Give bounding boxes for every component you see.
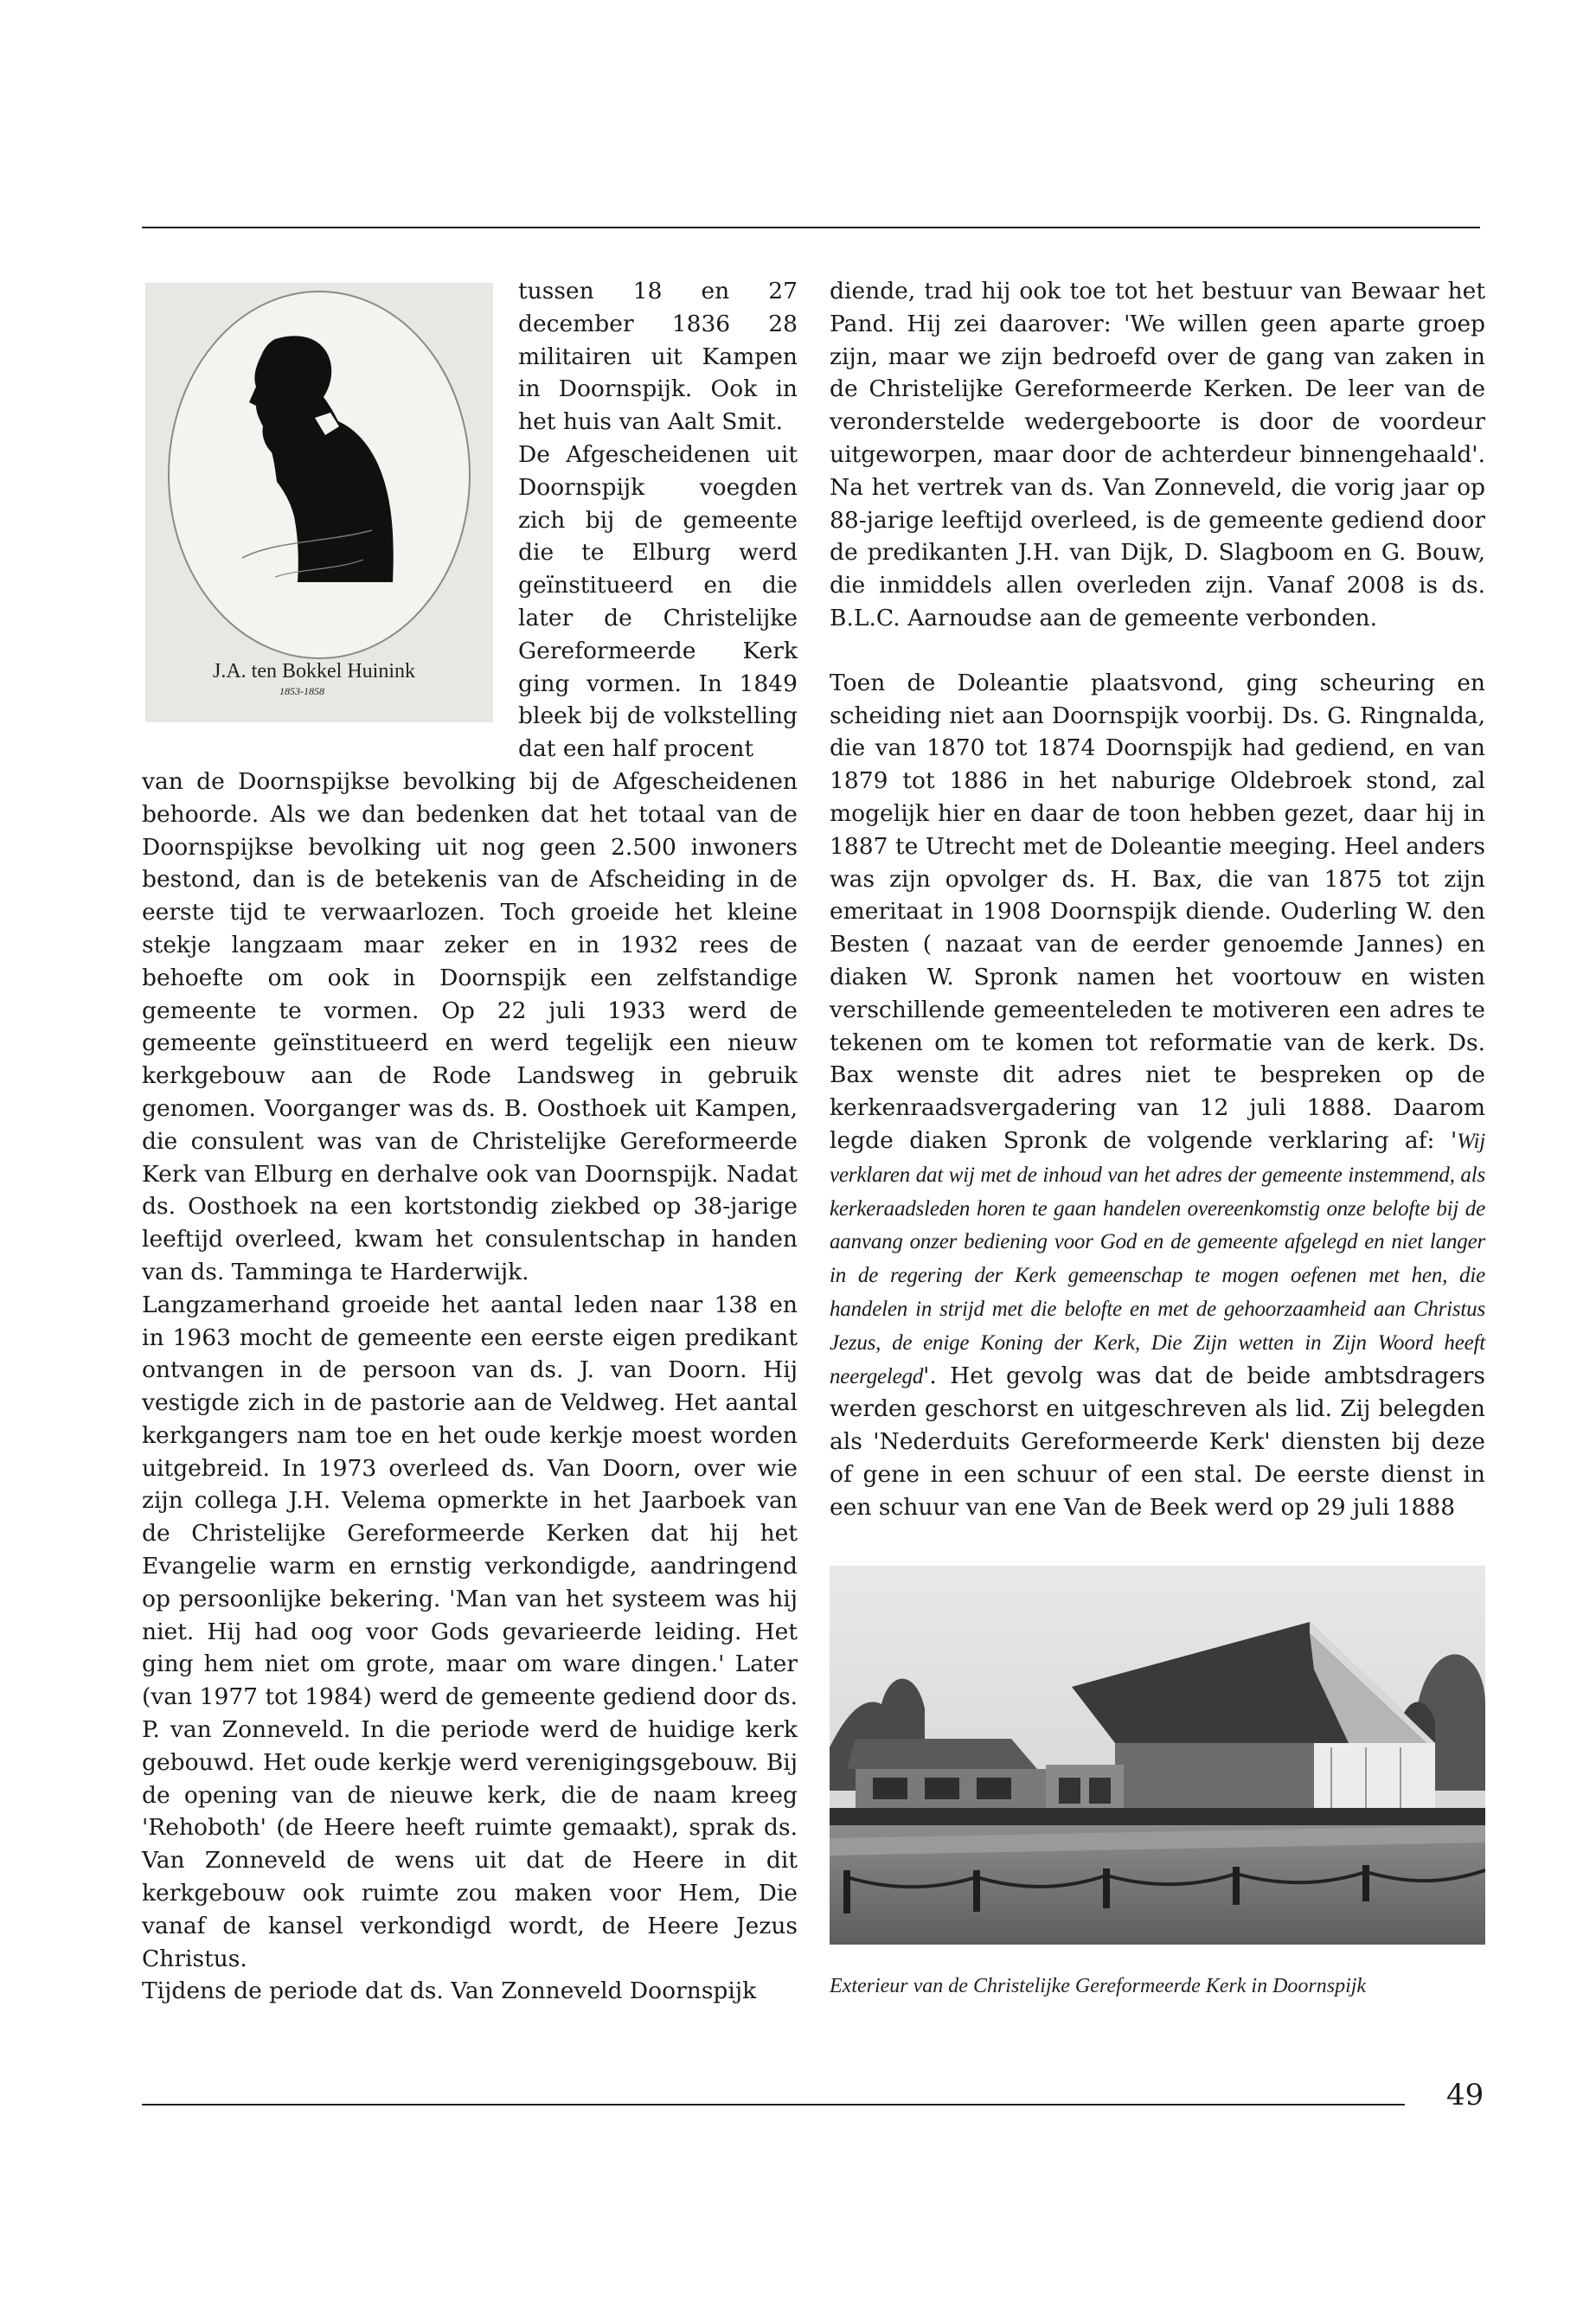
- declaration-quote: Wij verklaren dat wij met de inhoud van het adres der gemeente instemmend, als kerkeraadsleden horen te gaan handelen overeenkomstig onze belofte bij de aanvang onzer bediening voor God en de gemeente afgelegd en niet langer in de regering der Kerk gemeenschap te mogen oefenen met hen, die handelen in strijd met die belofte en met de gehoorzaamheid aan Christus Jezus, de enige Koning der Kerk, Die Zijn wetten in Zijn Woord heeft neergelegd: [830, 1129, 1485, 1388]
- left-column: [142, 275, 798, 2008]
- paragraph-2-start: Toen de Doleantie plaatsvond, ging scheuring en scheiding niet aan Doornspijk voorbij. Ds. G. Ringnalda, die van 1870 tot 1874 Doornspijk had gediend, en van 1879 tot 1886 in het naburige Oldebroek stond, zal mogelijk hier en daar de toon hebben gezet, daar hij in 1887 te Utrecht met de Doleantie meeging. Heel anders was zijn opvolger ds. H. Bax, die van 1875 tot zijn emeritaat in 1908 Doornspijk diende. Ouderling W. den Besten ( nazaat van de eerder genoemde Jannes) en diaken W. Spronk namen het voortouw en wisten verschillende gemeenteleden te motiveren een adres te tekenen om te komen tot reformatie van de kerk. Ds. Bax wenste dit adres niet te bespreken op de kerkenraadsvergadering van 12 juli 1888. Daarom legde diaken Spronk de volgende verklaring af: ': [830, 669, 1485, 1154]
- bottom-rule: [142, 2104, 1405, 2106]
- right-column: [830, 275, 1485, 1523]
- portrait-name: J.A. ten Bokkel Huinink: [213, 660, 415, 683]
- left-paragraph-1: tussen 18 en 27 december 1836 28 militairen uit Kampen in Doornspijk. Ook in het huis van Aalt Smit.: [518, 278, 798, 436]
- left-paragraph-4: Tijdens de periode dat ds. Van Zonneveld Doornspijk: [142, 1977, 757, 2005]
- portrait-years: 1853-1858: [279, 685, 324, 697]
- photo-caption: Exterieur van de Christelijke Gereformeerde Kerk in Doornspijk: [830, 1975, 1367, 1997]
- left-paragraph-2: De Afgescheidenen uit Doornspijk voegden zich bij de gemeente die te Elburg werd geïnstitueerd en die later de Christelijke Gereformeerde Kerk ging vormen. In 1849 bleek bij de volkstelling dat een half procent: [518, 440, 798, 763]
- church-exterior-photo: [830, 1566, 1485, 1945]
- left-paragraph-3: Langzamerhand groeide het aantal leden naar 138 en in 1963 mocht de gemeente een eerste eigen predikant ontvangen in de persoon van ds. J. van Doorn. Hij vestigde zich in de pastorie aan de Veldweg. Het aantal kerkgangers nam toe en het oude kerkje moest worden uitgebreid. In 1973 overleed ds. Van Doorn, over wie zijn collega J.H. Velema opmerkte in het Jaarboek van de Christelijke Gereformeerde Kerken dat hij het Evangelie warm en ernstig verkondigde, aandringend op persoonlijke bekering. 'Man van het systeem was hij niet. Hij had oog voor Gods gevarieerde leiding. Het ging hem niet om grote, maar om ware dingen.' Later (van 1977 tot 1984) werd de gemeente gediend door ds. P. van Zonneveld. In die periode werd de huidige kerk gebouwd. Het oude kerkje werd verenigingsgebouw. Bij de opening van de nieuwe kerk, die de naam kreeg 'Rehoboth' (de Heere heeft ruimte gemaakt), sprak ds. Van Zonneveld de wens uit dat de Heere in dit kerkgebouw ook ruimte zou maken voor Hem, Die vanaf de kansel verkondigd wordt, de Heere Jezus Christus.: [142, 1291, 798, 1972]
- right-paragraph-2: [830, 667, 1485, 1524]
- top-rule: [142, 227, 1480, 228]
- left-paragraph-2-continued: van de Doornspijkse bevolking bij de Afgescheidenen behoorde. Als we dan bedenken dat het totaal van de Doornspijkse bevolking uit nog geen 2.500 inwoners bestond, dan is de betekenis van de Afscheiding in de eerste tijd te verwaarlozen. Toch groeide het kleine stekje langzaam maar zeker en in 1932 rees de behoefte om ook in Doornspijk een zelfstandige gemeente te vormen. Op 22 juli 1933 werd de gemeente geïnstitueerd en werd tegelijk een nieuw kerkgebouw aan de Rode Landsweg in gebruik genomen. Voorganger was ds. B. Oosthoek uit Kampen, die consulent was van de Christelijke Gereformeerde Kerk van Elburg en derhalve ook van Doornspijk. Nadat ds. Oosthoek na een kortstondig ziekbed op 38-jarige leeftijd overleed, kwam het consulentschap in handen van ds. Tamminga te Harderwijk.: [142, 767, 798, 1285]
- page-number: 49: [1446, 2078, 1484, 2112]
- right-paragraph-1: diende, trad hij ook toe tot het bestuur van Bewaar het Pand. Hij zei daarover: 'We willen geen aparte groep zijn, maar we zijn bedroefd over de gang van zaken in de Christelijke Gereformeerde Kerken. De leer van de veronderstelde wedergeboorte is door de voordeur uitgeworpen, maar door de achterdeur binnengehaald'. Na het vertrek van ds. Van Zonneveld, die vorig jaar op 88-jarige leeftijd overleed, is de gemeente gediend door de predikanten J.H. van Dijk, D. Slagboom en G. Bouw, die inmiddels allen overleden zijn. Vanaf 2008 is ds. B.L.C. Aarnoudse aan de gemeente verbonden.: [830, 278, 1485, 631]
- paragraph-2-end: '. Het gevolg was dat de beide ambtsdragers werden geschorst en uitgeschreven als lid. Zij belegden als 'Nederduits Gereformeerde Kerk' diensten bij deze of gene in een schuur of een stal. De eerste dienst in een schuur van ene Van de Beek werd op 29 juli 1888: [830, 1362, 1485, 1521]
